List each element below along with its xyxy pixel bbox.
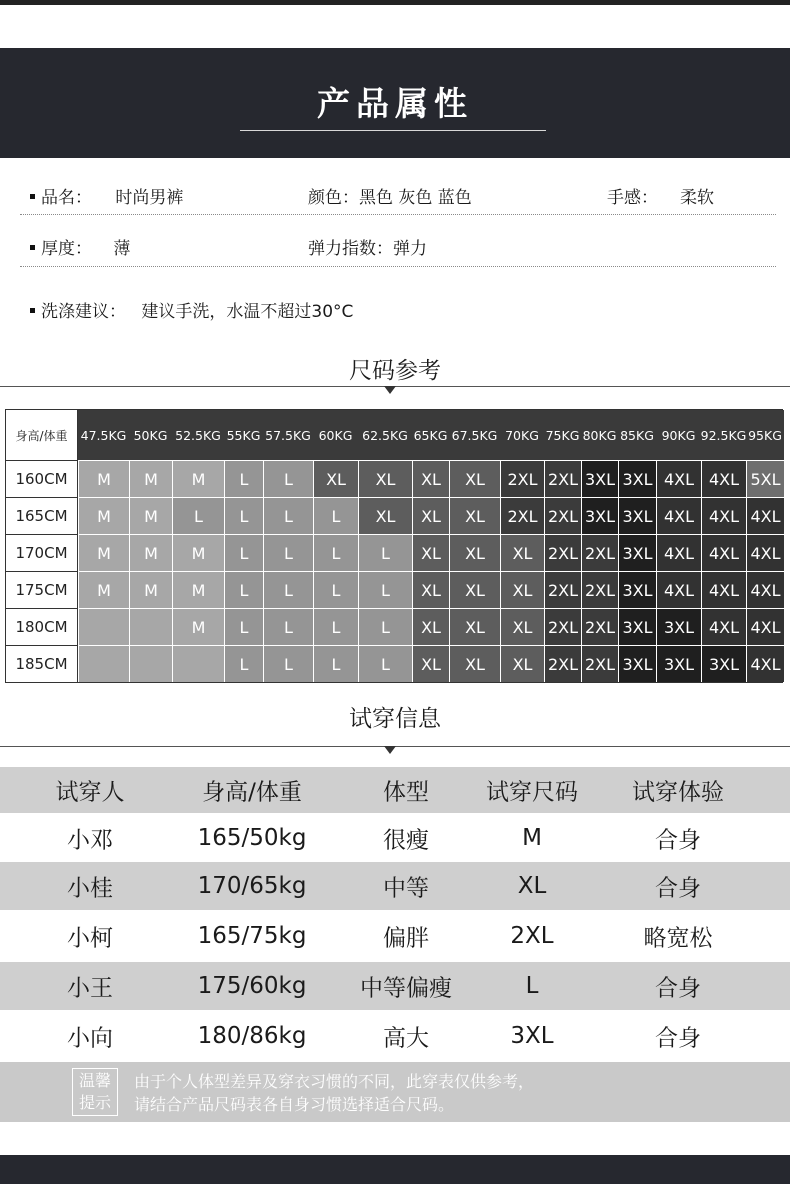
size-cell: 2XL <box>544 534 581 571</box>
size-cell: 3XL <box>581 460 618 497</box>
tip-line2: 请结合产品尺码表各自身习惯选择适合尺码。 <box>134 1095 455 1114</box>
top-strip <box>0 0 790 5</box>
tip-box <box>0 1062 790 1122</box>
height-label: 185CM <box>6 645 78 682</box>
tip-text <box>134 1070 534 1116</box>
tryon-cell: 合身 <box>655 827 701 853</box>
weight-header: 60KG <box>313 410 358 460</box>
tryon-cell: 165/50kg <box>197 824 307 851</box>
size-cell: XL <box>449 460 500 497</box>
attr-elasticity-value: 弹力 <box>393 239 427 259</box>
tryon-row <box>0 910 790 962</box>
tryon-cell: 合身 <box>655 875 701 902</box>
tryon-cell: 略宽松 <box>643 925 713 952</box>
weight-header: 85KG <box>618 410 656 460</box>
size-cell: 2XL <box>581 608 618 645</box>
size-cell: L <box>172 497 224 534</box>
size-cell: M <box>172 608 224 645</box>
size-cell: M <box>78 497 129 534</box>
height-label: 160CM <box>6 460 78 497</box>
attr-thickness-value: 薄 <box>113 239 131 259</box>
tryon-cell: 小向 <box>67 1025 113 1052</box>
tryon-row <box>0 862 790 910</box>
attr-name <box>30 183 183 208</box>
size-cell: XL <box>449 497 500 534</box>
tryon-cell: XL <box>517 873 547 899</box>
weight-header: 90KG <box>656 410 701 460</box>
divider <box>20 214 776 215</box>
divider <box>20 266 776 267</box>
attr-feel-label: 手感： <box>607 188 658 208</box>
size-cell: XL <box>412 571 449 608</box>
page-title: 产品属性 <box>317 84 473 123</box>
size-cell: 2XL <box>581 571 618 608</box>
size-table-corner: 身高/体重 <box>6 410 78 460</box>
size-cell: 3XL <box>701 645 746 682</box>
size-cell <box>129 608 172 645</box>
size-cell: L <box>358 571 412 608</box>
size-cell: L <box>224 608 263 645</box>
size-cell: L <box>358 534 412 571</box>
size-cell: 2XL <box>500 460 544 497</box>
attr-elasticity <box>308 234 427 259</box>
header-banner <box>0 48 790 158</box>
tip-badge <box>72 1068 118 1116</box>
attr-thickness-label: 厚度： <box>41 239 92 259</box>
tryon-cell: 2XL <box>510 923 554 949</box>
weight-header: 55KG <box>224 410 263 460</box>
size-cell: 4XL <box>746 497 784 534</box>
size-cell: L <box>224 571 263 608</box>
tryon-header-row <box>0 767 790 813</box>
triangle-down-icon <box>384 386 396 394</box>
size-cell: 4XL <box>656 497 701 534</box>
size-cell: 4XL <box>701 534 746 571</box>
size-cell: 3XL <box>618 608 656 645</box>
size-cell: 3XL <box>618 645 656 682</box>
size-cell: 4XL <box>701 571 746 608</box>
size-cell: 4XL <box>701 497 746 534</box>
size-cell: XL <box>500 571 544 608</box>
size-cell: L <box>263 571 313 608</box>
size-cell: XL <box>313 460 358 497</box>
size-cell: 3XL <box>618 460 656 497</box>
tryon-header-cell: 试穿体验 <box>632 779 724 806</box>
height-label: 180CM <box>6 608 78 645</box>
size-cell: XL <box>412 645 449 682</box>
tryon-row <box>0 962 790 1010</box>
size-cell: 2XL <box>544 571 581 608</box>
attr-name-value: 时尚男裤 <box>115 188 184 208</box>
tryon-cell: 3XL <box>510 1023 554 1049</box>
attr-name-label: 品名： <box>41 188 92 208</box>
size-cell: XL <box>358 497 412 534</box>
size-cell: 4XL <box>746 534 784 571</box>
size-cell: L <box>313 608 358 645</box>
weight-header: 92.5KG <box>701 410 746 460</box>
size-cell <box>172 645 224 682</box>
weight-header: 75KG <box>544 410 581 460</box>
tryon-header-cell: 试穿人 <box>55 779 125 806</box>
bottom-bar <box>0 1155 790 1184</box>
triangle-down-icon <box>384 746 396 754</box>
tip-line1: 由于个人体型差异及穿衣习惯的不同，此穿表仅供参考， <box>134 1072 535 1091</box>
weight-header: 95KG <box>746 410 784 460</box>
size-cell: 3XL <box>581 497 618 534</box>
tip-badge-line2: 提示 <box>78 1093 111 1112</box>
attr-feel <box>607 183 714 208</box>
size-cell: 3XL <box>656 645 701 682</box>
weight-header: 47.5KG <box>78 410 129 460</box>
tryon-cell: 小邓 <box>67 827 113 853</box>
size-cell: L <box>263 645 313 682</box>
attr-thickness <box>30 234 130 259</box>
size-cell: XL <box>412 534 449 571</box>
size-cell: 4XL <box>656 534 701 571</box>
weight-header: 62.5KG <box>358 410 412 460</box>
size-cell: L <box>358 608 412 645</box>
size-cell: M <box>129 571 172 608</box>
size-cell: 4XL <box>746 645 784 682</box>
size-cell: M <box>78 534 129 571</box>
size-cell: L <box>313 645 358 682</box>
attr-wash-value: 建议手洗，水温不超过30°C <box>141 302 354 322</box>
size-cell: 2XL <box>581 645 618 682</box>
size-cell: L <box>313 497 358 534</box>
tryon-cell: 小桂 <box>67 875 113 902</box>
tryon-cell: 中等偏瘦 <box>360 975 452 1002</box>
size-cell: XL <box>412 497 449 534</box>
attr-color <box>308 183 472 208</box>
size-cell <box>78 608 129 645</box>
size-cell: M <box>129 497 172 534</box>
size-cell: XL <box>449 645 500 682</box>
size-cell: M <box>172 534 224 571</box>
size-cell: 2XL <box>544 460 581 497</box>
size-cell: L <box>358 645 412 682</box>
size-cell: 4XL <box>656 460 701 497</box>
size-cell: XL <box>500 534 544 571</box>
size-table <box>5 409 783 683</box>
size-cell: 4XL <box>701 460 746 497</box>
size-cell: L <box>263 460 313 497</box>
tryon-cell: 小柯 <box>67 925 113 952</box>
size-cell: 2XL <box>500 497 544 534</box>
size-cell: M <box>129 534 172 571</box>
tryon-cell: 170/65kg <box>197 873 307 899</box>
size-cell: L <box>263 608 313 645</box>
size-cell: 4XL <box>701 608 746 645</box>
attr-wash <box>30 297 353 322</box>
size-cell: M <box>172 571 224 608</box>
tryon-cell: 175/60kg <box>197 973 307 999</box>
tryon-row <box>0 1010 790 1062</box>
weight-header: 65KG <box>412 410 449 460</box>
tryon-cell: 小王 <box>67 975 113 1002</box>
size-cell: M <box>78 460 129 497</box>
size-cell <box>129 645 172 682</box>
bullet-icon <box>30 245 35 250</box>
size-cell: 3XL <box>618 534 656 571</box>
size-cell: L <box>313 534 358 571</box>
size-cell: XL <box>449 534 500 571</box>
tryon-row <box>0 813 790 862</box>
size-cell: 3XL <box>618 497 656 534</box>
tip-badge-line1: 温馨 <box>78 1071 111 1090</box>
tryon-cell: 合身 <box>655 1025 701 1052</box>
attr-wash-label: 洗涤建议： <box>41 302 126 322</box>
tryon-cell: 很瘦 <box>383 827 429 853</box>
tryon-header-cell: 身高/体重 <box>202 779 302 806</box>
size-cell: L <box>224 534 263 571</box>
size-cell: 3XL <box>618 571 656 608</box>
size-cell: L <box>263 534 313 571</box>
size-cell: 2XL <box>544 645 581 682</box>
tryon-cell: 偏胖 <box>383 925 429 952</box>
weight-header: 52.5KG <box>172 410 224 460</box>
tryon-header-cell: 体型 <box>383 779 429 806</box>
size-cell: M <box>172 460 224 497</box>
tryon-cell: 高大 <box>383 1025 429 1052</box>
tryon-cell: M <box>522 824 542 851</box>
weight-header: 80KG <box>581 410 618 460</box>
size-cell: XL <box>412 460 449 497</box>
size-cell: L <box>313 571 358 608</box>
size-cell: XL <box>500 645 544 682</box>
size-cell: 5XL <box>746 460 784 497</box>
size-cell: L <box>263 497 313 534</box>
size-cell: XL <box>500 608 544 645</box>
attr-elasticity-label: 弹力指数： <box>308 239 393 259</box>
size-cell: 4XL <box>656 571 701 608</box>
size-cell: L <box>224 460 263 497</box>
size-cell: L <box>224 497 263 534</box>
size-cell: XL <box>449 608 500 645</box>
tryon-header-cell: 试穿尺码 <box>486 779 578 806</box>
weight-header: 57.5KG <box>263 410 313 460</box>
weight-header: 67.5KG <box>449 410 500 460</box>
tryon-cell: 中等 <box>383 875 429 902</box>
size-cell: XL <box>358 460 412 497</box>
height-label: 165CM <box>6 497 78 534</box>
size-cell: 2XL <box>544 497 581 534</box>
height-label: 170CM <box>6 534 78 571</box>
size-section-title: 尺码参考 <box>349 358 441 384</box>
bullet-icon <box>30 194 35 199</box>
size-cell <box>78 645 129 682</box>
title-underline <box>240 130 546 131</box>
tryon-cell: 合身 <box>655 975 701 1002</box>
attr-feel-value: 柔软 <box>680 188 714 208</box>
attr-color-value: 黑色 灰色 蓝色 <box>359 188 472 208</box>
size-cell: 2XL <box>581 534 618 571</box>
size-cell: M <box>129 460 172 497</box>
weight-header: 50KG <box>129 410 172 460</box>
size-cell: XL <box>412 608 449 645</box>
size-cell: 4XL <box>746 571 784 608</box>
size-cell: M <box>78 571 129 608</box>
height-label: 175CM <box>6 571 78 608</box>
attr-color-label: 颜色： <box>308 188 359 208</box>
bullet-icon <box>30 308 35 313</box>
tryon-section-title: 试穿信息 <box>349 706 441 732</box>
size-cell: 2XL <box>544 608 581 645</box>
size-cell: 4XL <box>746 608 784 645</box>
size-cell: 3XL <box>656 608 701 645</box>
tryon-cell: 165/75kg <box>197 923 307 949</box>
weight-header: 70KG <box>500 410 544 460</box>
size-cell: L <box>224 645 263 682</box>
tryon-cell: L <box>525 973 539 999</box>
tryon-cell: 180/86kg <box>197 1023 307 1049</box>
size-cell: XL <box>449 571 500 608</box>
